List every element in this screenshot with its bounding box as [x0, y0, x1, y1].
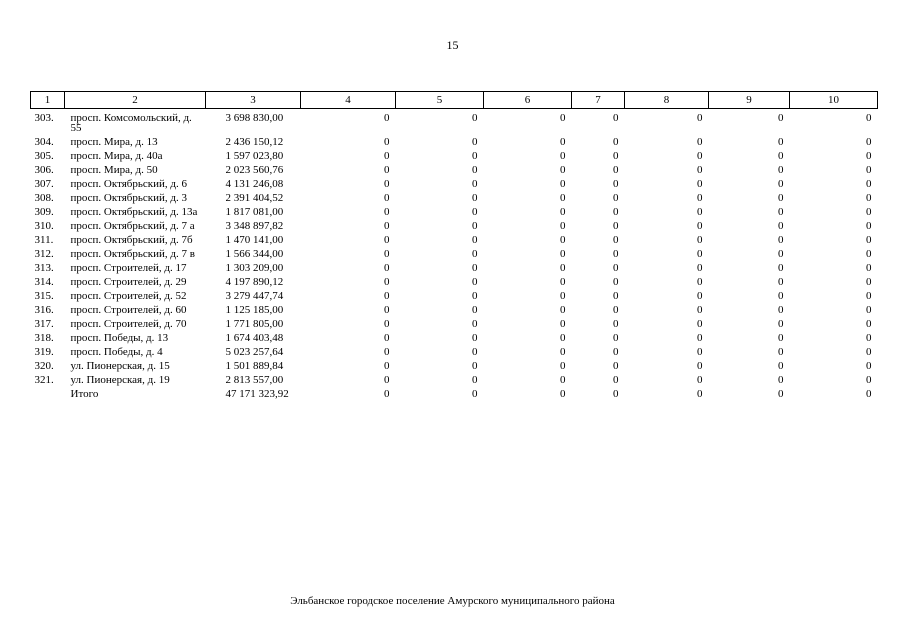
table-cell-col5: 0 [472, 220, 478, 232]
table-row [31, 203, 878, 217]
table-row [31, 217, 878, 231]
table-cell-col6: 0 [560, 346, 566, 358]
table-cell-col4: 0 [384, 150, 390, 162]
table-cell-col9: 0 [778, 150, 784, 162]
column-header-9: 9 [709, 92, 790, 109]
table-cell-col10: 0 [866, 192, 872, 204]
table-cell-col3: 1 597 023,80 [225, 150, 284, 162]
table-cell-col2: просп. Строителей, д. 70 [70, 318, 187, 330]
table-cell-col3: 4 131 246,08 [225, 178, 284, 190]
table-cell-col3: 1 501 889,84 [225, 360, 284, 372]
table-cell-col5: 0 [472, 164, 478, 176]
table-cell-col6: 0 [560, 178, 566, 190]
table-cell-col1: 312. [34, 248, 54, 260]
table-cell-col8: 0 [697, 136, 703, 148]
table-cell-col8: 0 [697, 164, 703, 176]
table-cell-col5: 0 [472, 192, 478, 204]
table-row [31, 175, 878, 189]
table-cell-col5: 0 [472, 112, 478, 124]
table-row [31, 301, 878, 315]
table-cell-col2: просп. Мира, д. 13 [70, 136, 158, 148]
table-body [31, 109, 878, 400]
table-cell-col10: 0 [866, 318, 872, 330]
table-cell-col8: 0 [697, 150, 703, 162]
table-cell-col9: 0 [778, 136, 784, 148]
table-cell-col3: 47 171 323,92 [225, 388, 289, 400]
table-row [31, 273, 878, 287]
table-row [31, 357, 878, 371]
table-cell-col6: 0 [560, 304, 566, 316]
table-cell-col5: 0 [472, 360, 478, 372]
table-cell-col9: 0 [778, 164, 784, 176]
table-cell-col8: 0 [697, 206, 703, 218]
table-cell-col7: 0 [613, 360, 619, 372]
table-cell-col4: 0 [384, 248, 390, 260]
table-cell-col7: 0 [613, 248, 619, 260]
table-cell-col4: 0 [384, 346, 390, 358]
table-cell-col1 [31, 385, 65, 399]
table-cell-col2: просп. Октябрьский, д. 7 а [70, 220, 195, 232]
table-cell-col6: 0 [560, 332, 566, 344]
table-cell-col4: 0 [384, 276, 390, 288]
table-cell-col8: 0 [697, 112, 703, 124]
table-cell-col6: 0 [560, 290, 566, 302]
table-row [31, 147, 878, 161]
table-cell-col2: просп. Октябрьский, д. 6 [70, 178, 188, 190]
table-cell-col1: 309. [34, 206, 54, 218]
table-cell-col6: 0 [560, 150, 566, 162]
table-cell-col8: 0 [697, 346, 703, 358]
table-cell-col10: 0 [866, 262, 872, 274]
table-cell-col3: 3 279 447,74 [225, 290, 284, 302]
table-cell-col7: 0 [613, 220, 619, 232]
table-cell-col1: 306. [34, 164, 54, 176]
table-cell-col7: 0 [613, 150, 619, 162]
table-cell-col10: 0 [866, 290, 872, 302]
column-header-7: 7 [572, 92, 625, 109]
data-table [30, 91, 878, 399]
table-cell-col7: 0 [613, 112, 619, 124]
table-cell-col1: 320. [34, 360, 54, 372]
table-cell-col2: ул. Пионерская, д. 15 [70, 360, 170, 372]
table-row [31, 245, 878, 259]
table-cell-col10: 0 [866, 276, 872, 288]
table-cell-col6: 0 [560, 112, 566, 124]
table-cell-col5: 0 [472, 234, 478, 246]
table-row [31, 133, 878, 147]
table-cell-col2: просп. Октябрьский, д. 13а [70, 206, 198, 218]
table-cell-col9: 0 [778, 388, 784, 400]
table-cell-col10: 0 [866, 164, 872, 176]
table-cell-col7: 0 [613, 262, 619, 274]
table-cell-col9: 0 [778, 234, 784, 246]
table-cell-col4: 0 [384, 178, 390, 190]
column-header-5: 5 [396, 92, 484, 109]
column-header-2: 2 [65, 92, 206, 109]
table-cell-col8: 0 [697, 388, 703, 400]
table-cell-col10: 0 [866, 150, 872, 162]
table-cell-col8: 0 [697, 374, 703, 386]
table-cell-col10: 0 [866, 248, 872, 260]
table-cell-col9: 0 [778, 248, 784, 260]
table-cell-col2: просп. Строителей, д. 52 [70, 290, 187, 302]
table-cell-col8: 0 [697, 304, 703, 316]
table-cell-col2: просп. Строителей, д. 17 [70, 262, 187, 274]
table-cell-col3: 1 674 403,48 [225, 332, 284, 344]
table-cell-col7: 0 [613, 192, 619, 204]
table-cell-col3: 1 470 141,00 [225, 234, 284, 246]
total-row [31, 385, 878, 399]
table-cell-col4: 0 [384, 388, 390, 400]
table-cell-col2: просп. Мира, д. 50 [70, 164, 158, 176]
table-cell-col1: 313. [34, 262, 54, 274]
table-cell-col4: 0 [384, 332, 390, 344]
table-cell-col10: 0 [866, 374, 872, 386]
table-cell-col8: 0 [697, 248, 703, 260]
table-cell-col8: 0 [697, 220, 703, 232]
table-cell-col4: 0 [384, 318, 390, 330]
table-cell-col5: 0 [472, 136, 478, 148]
table-cell-col3: 1 566 344,00 [225, 248, 284, 260]
table-cell-col3: 3 348 897,82 [225, 220, 284, 232]
table-cell-col10: 0 [866, 388, 872, 400]
table-cell-col7: 0 [613, 234, 619, 246]
table-cell-col7: 0 [613, 318, 619, 330]
table-cell-col1: 314. [34, 276, 54, 288]
table-cell-col10: 0 [866, 206, 872, 218]
table-cell-col2: Итого [70, 388, 99, 400]
table-cell-col9: 0 [778, 360, 784, 372]
table-cell-col8: 0 [697, 234, 703, 246]
table-cell-col8: 0 [697, 262, 703, 274]
table-cell-col7: 0 [613, 276, 619, 288]
table-row [31, 343, 878, 357]
table-cell-col5: 0 [472, 276, 478, 288]
table-row [31, 161, 878, 175]
table-cell-col3: 2 813 557,00 [225, 374, 284, 386]
table-cell-col10: 0 [866, 112, 872, 124]
table-cell-col4: 0 [384, 304, 390, 316]
table-cell-col3: 1 125 185,00 [225, 304, 284, 316]
table-cell-col9: 0 [778, 192, 784, 204]
table-cell-col4: 0 [384, 234, 390, 246]
column-header-10: 10 [790, 92, 878, 109]
table-cell-col5: 0 [472, 178, 478, 190]
table-cell-col3: 1 303 209,00 [225, 262, 284, 274]
table-cell-col6: 0 [560, 192, 566, 204]
table-cell-col7: 0 [613, 164, 619, 176]
table-cell-col9: 0 [778, 290, 784, 302]
table-cell-col5: 0 [472, 290, 478, 302]
table-cell-col6: 0 [560, 220, 566, 232]
table-cell-col2: просп. Октябрьский, д. 7 в [70, 248, 195, 260]
table-cell-col1: 307. [34, 178, 54, 190]
header-row [31, 92, 878, 109]
table-cell-col10: 0 [866, 178, 872, 190]
table-cell-col9: 0 [778, 262, 784, 274]
table-cell-col1: 304. [34, 136, 54, 148]
table-cell-col10: 0 [866, 304, 872, 316]
table-cell-col9: 0 [778, 318, 784, 330]
table-cell-col5: 0 [472, 388, 478, 400]
table-cell-col6: 0 [560, 234, 566, 246]
table-cell-col1: 318. [34, 332, 54, 344]
table-cell-col10: 0 [866, 220, 872, 232]
table-cell-col9: 0 [778, 304, 784, 316]
table-cell-col9: 0 [778, 220, 784, 232]
table-cell-col7: 0 [613, 332, 619, 344]
table-cell-col9: 0 [778, 346, 784, 358]
table-cell-col3: 5 023 257,64 [225, 346, 284, 358]
table-cell-col1: 308. [34, 192, 54, 204]
table-cell-col9: 0 [778, 206, 784, 218]
table-cell-col8: 0 [697, 290, 703, 302]
table-row [31, 189, 878, 203]
table-cell-col5: 0 [472, 262, 478, 274]
table-cell-col6: 0 [560, 136, 566, 148]
table-cell-col10: 0 [866, 234, 872, 246]
table-cell-col7: 0 [613, 374, 619, 386]
table-cell-col7: 0 [613, 388, 619, 400]
column-header-8: 8 [625, 92, 709, 109]
table-row [31, 315, 878, 329]
table-cell-col6: 0 [560, 248, 566, 260]
table-cell-col10: 0 [866, 360, 872, 372]
table-row [31, 329, 878, 343]
table-cell-col6: 0 [560, 388, 566, 400]
table-row [31, 231, 878, 245]
table-cell-col8: 0 [697, 360, 703, 372]
column-header-4: 4 [301, 92, 396, 109]
table-cell-col2: ул. Пионерская, д. 19 [70, 374, 170, 386]
table-cell-col10: 0 [866, 346, 872, 358]
table-cell-col9: 0 [778, 178, 784, 190]
column-header-3: 3 [206, 92, 301, 109]
table-cell-col2: просп. Победы, д. 4 [70, 346, 163, 358]
table-cell-col8: 0 [697, 332, 703, 344]
table-cell-col3: 3 698 830,00 [225, 112, 284, 124]
table-cell-col2: просп. Октябрьский, д. 3 [70, 192, 188, 204]
table-cell-col3: 2 391 404,52 [225, 192, 284, 204]
table-cell-col4: 0 [384, 262, 390, 274]
table-cell-col6: 0 [560, 206, 566, 218]
table-row [31, 371, 878, 385]
table-cell-col1: 319. [34, 346, 54, 358]
table-cell-col4: 0 [384, 360, 390, 372]
table-cell-col2: просп. Строителей, д. 29 [70, 276, 187, 288]
table-cell-col4: 0 [384, 206, 390, 218]
table-cell-col5: 0 [472, 150, 478, 162]
table-cell-col7: 0 [613, 290, 619, 302]
table-cell-col4: 0 [384, 220, 390, 232]
table-cell-col4: 0 [384, 136, 390, 148]
table-cell-col6: 0 [560, 318, 566, 330]
table-cell-col8: 0 [697, 192, 703, 204]
table-cell-col5: 0 [472, 304, 478, 316]
table-cell-col10: 0 [866, 332, 872, 344]
table-cell-col1: 317. [34, 318, 54, 330]
table-cell-col6: 0 [560, 374, 566, 386]
table-cell-col1: 321. [34, 374, 54, 386]
table-cell-col1: 310. [34, 220, 54, 232]
table-cell-col3: 1 771 805,00 [225, 318, 284, 330]
table-cell-col7: 0 [613, 178, 619, 190]
table-cell-col6: 0 [560, 276, 566, 288]
table-cell-col7: 0 [613, 304, 619, 316]
table-cell-col3: 2 023 560,76 [225, 164, 284, 176]
table-cell-col5: 0 [472, 206, 478, 218]
table-cell-col2: просп. Мира, д. 40а [70, 150, 163, 162]
table-cell-col8: 0 [697, 178, 703, 190]
column-header-1: 1 [31, 92, 65, 109]
table-cell-col9: 0 [778, 332, 784, 344]
table-cell-col6: 0 [560, 262, 566, 274]
table-cell-col5: 0 [472, 346, 478, 358]
table-cell-col8: 0 [697, 276, 703, 288]
table-cell-col4: 0 [384, 374, 390, 386]
table-row [31, 259, 878, 273]
table-cell-col4: 0 [384, 164, 390, 176]
table-cell-col1: 315. [34, 290, 54, 302]
table-cell-col7: 0 [613, 136, 619, 148]
table-cell-col2: просп. Комсомольский, д. 55 [70, 112, 192, 134]
table-cell-col1: 316. [34, 304, 54, 316]
table-cell-col5: 0 [472, 332, 478, 344]
table-row [31, 287, 878, 301]
table-cell-col5: 0 [472, 248, 478, 260]
table-cell-col5: 0 [472, 374, 478, 386]
table-cell-col6: 0 [560, 360, 566, 372]
table-row [31, 109, 878, 134]
page-number: 15 [446, 38, 459, 52]
table-cell-col1: 305. [34, 150, 54, 162]
table-cell-col4: 0 [384, 112, 390, 124]
table-cell-col2: просп. Победы, д. 13 [70, 332, 169, 344]
table-cell-col8: 0 [697, 318, 703, 330]
table-cell-col7: 0 [613, 206, 619, 218]
table-cell-col1: 311. [34, 234, 54, 246]
table-cell-col3: 1 817 081,00 [225, 206, 284, 218]
table-cell-col3: 2 436 150,12 [225, 136, 284, 148]
footer-text: Эльбанское городское поселение Амурского муниципального района [290, 595, 615, 607]
table-cell-col9: 0 [778, 374, 784, 386]
table-cell-col2: просп. Октябрьский, д. 7б [70, 234, 193, 246]
table-cell-col10: 0 [866, 136, 872, 148]
column-header-6: 6 [484, 92, 572, 109]
table-cell-col4: 0 [384, 290, 390, 302]
table-cell-col2: просп. Строителей, д. 60 [70, 304, 187, 316]
table-cell-col9: 0 [778, 276, 784, 288]
table-cell-col4: 0 [384, 192, 390, 204]
table-cell-col9: 0 [778, 112, 784, 124]
table-cell-col1: 303. [34, 112, 54, 124]
table-cell-col5: 0 [472, 318, 478, 330]
table-cell-col7: 0 [613, 346, 619, 358]
table-cell-col6: 0 [560, 164, 566, 176]
table-cell-col3: 4 197 890,12 [225, 276, 284, 288]
